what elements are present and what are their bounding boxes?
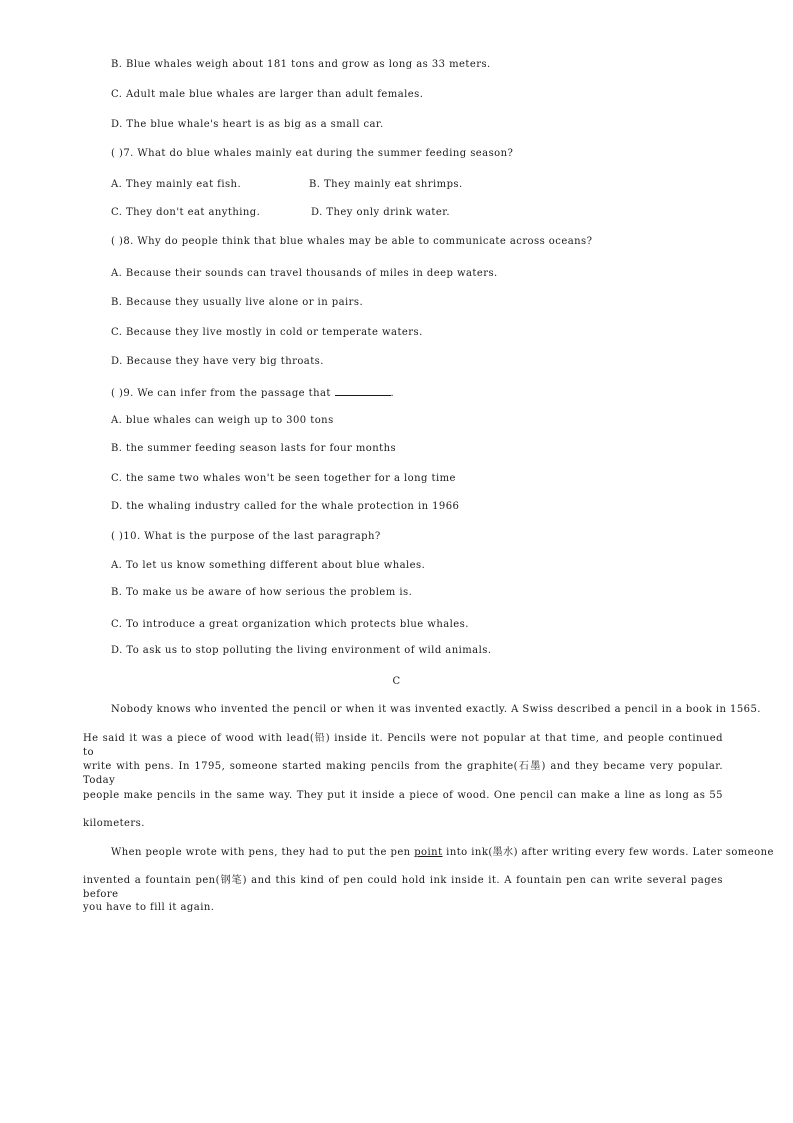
passage-c-p2-line2: invented a fountain pen(钢笔) and this kind of pen could hold ink inside it. A fountain pen can write several pages before [83, 875, 723, 900]
p2-line1-start: When people wrote with pens, they had to put the pen [111, 847, 415, 858]
q8-option-a: A. Because their sounds can travel thousands of miles in deep waters. [111, 268, 498, 279]
q9-option-a: A. blue whales can weigh up to 300 tons [111, 415, 334, 426]
underlined-word-point: point [414, 847, 443, 858]
q8-option-b: B. Because they usually live alone or in pairs. [111, 297, 364, 308]
passage-c-p1-line5: kilometers. [83, 818, 145, 829]
q7-option-c: C. They don't eat anything. [111, 207, 261, 218]
passage-c-p2-line1 [111, 846, 774, 860]
passage-c-p2-line3: you have to fill it again. [83, 902, 215, 913]
passage-c-p1-line4: people make pencils in the same way. They put it inside a piece of wood. One pencil can make a line as long as 55 [83, 790, 723, 801]
q7-stem: ( )7. What do blue whales mainly eat during the summer feeding season? [111, 148, 514, 159]
q9-stem-text: ( )9. We can infer from the passage that [111, 388, 335, 399]
q7-option-d: D. They only drink water. [311, 207, 450, 218]
q6-option-d: D. The blue whale's heart is as big as a small car. [111, 119, 384, 130]
q9-stem [111, 386, 394, 401]
q10-option-b: B. To make us be aware of how serious the problem is. [111, 587, 413, 598]
q9-option-c: C. the same two whales won't be seen together for a long time [111, 473, 456, 484]
q9-option-d: D. the whaling industry called for the whale protection in 1966 [111, 501, 460, 512]
section-c-title: C [392, 676, 401, 687]
q9-stem-end: . [390, 388, 395, 399]
p2-line1-end: into ink(墨水) after writing every few words. Later someone [442, 847, 774, 858]
q8-option-c: C. Because they live mostly in cold or temperate waters. [111, 327, 423, 338]
q8-option-d: D. Because they have very big throats. [111, 356, 324, 367]
q9-answer-blank [335, 386, 391, 396]
q10-option-c: C. To introduce a great organization which protects blue whales. [111, 619, 469, 630]
q10-option-d: D. To ask us to stop polluting the living environment of wild animals. [111, 645, 492, 656]
passage-c-p1-line1: Nobody knows who invented the pencil or when it was invented exactly. A Swiss described a pencil in a book in 1565. [111, 704, 761, 715]
passage-c-p1-line2: He said it was a piece of wood with lead(铅) inside it. Pencils were not popular at that time, and people continued to [83, 733, 723, 758]
passage-c-p1-line3: write with pens. In 1795, someone started making pencils from the graphite(石墨) and they became very popular. Today [83, 761, 723, 786]
q9-option-b: B. the summer feeding season lasts for four months [111, 443, 397, 454]
q10-option-a: A. To let us know something different about blue whales. [111, 560, 426, 571]
q8-stem: ( )8. Why do people think that blue whales may be able to communicate across oceans? [111, 236, 593, 247]
q7-option-a: A. They mainly eat fish. [111, 179, 242, 190]
q6-option-c: C. Adult male blue whales are larger than adult females. [111, 89, 424, 100]
q10-stem: ( )10. What is the purpose of the last paragraph? [111, 531, 381, 542]
q7-option-b: B. They mainly eat shrimps. [309, 179, 463, 190]
q6-option-b: B. Blue whales weigh about 181 tons and grow as long as 33 meters. [111, 59, 491, 70]
